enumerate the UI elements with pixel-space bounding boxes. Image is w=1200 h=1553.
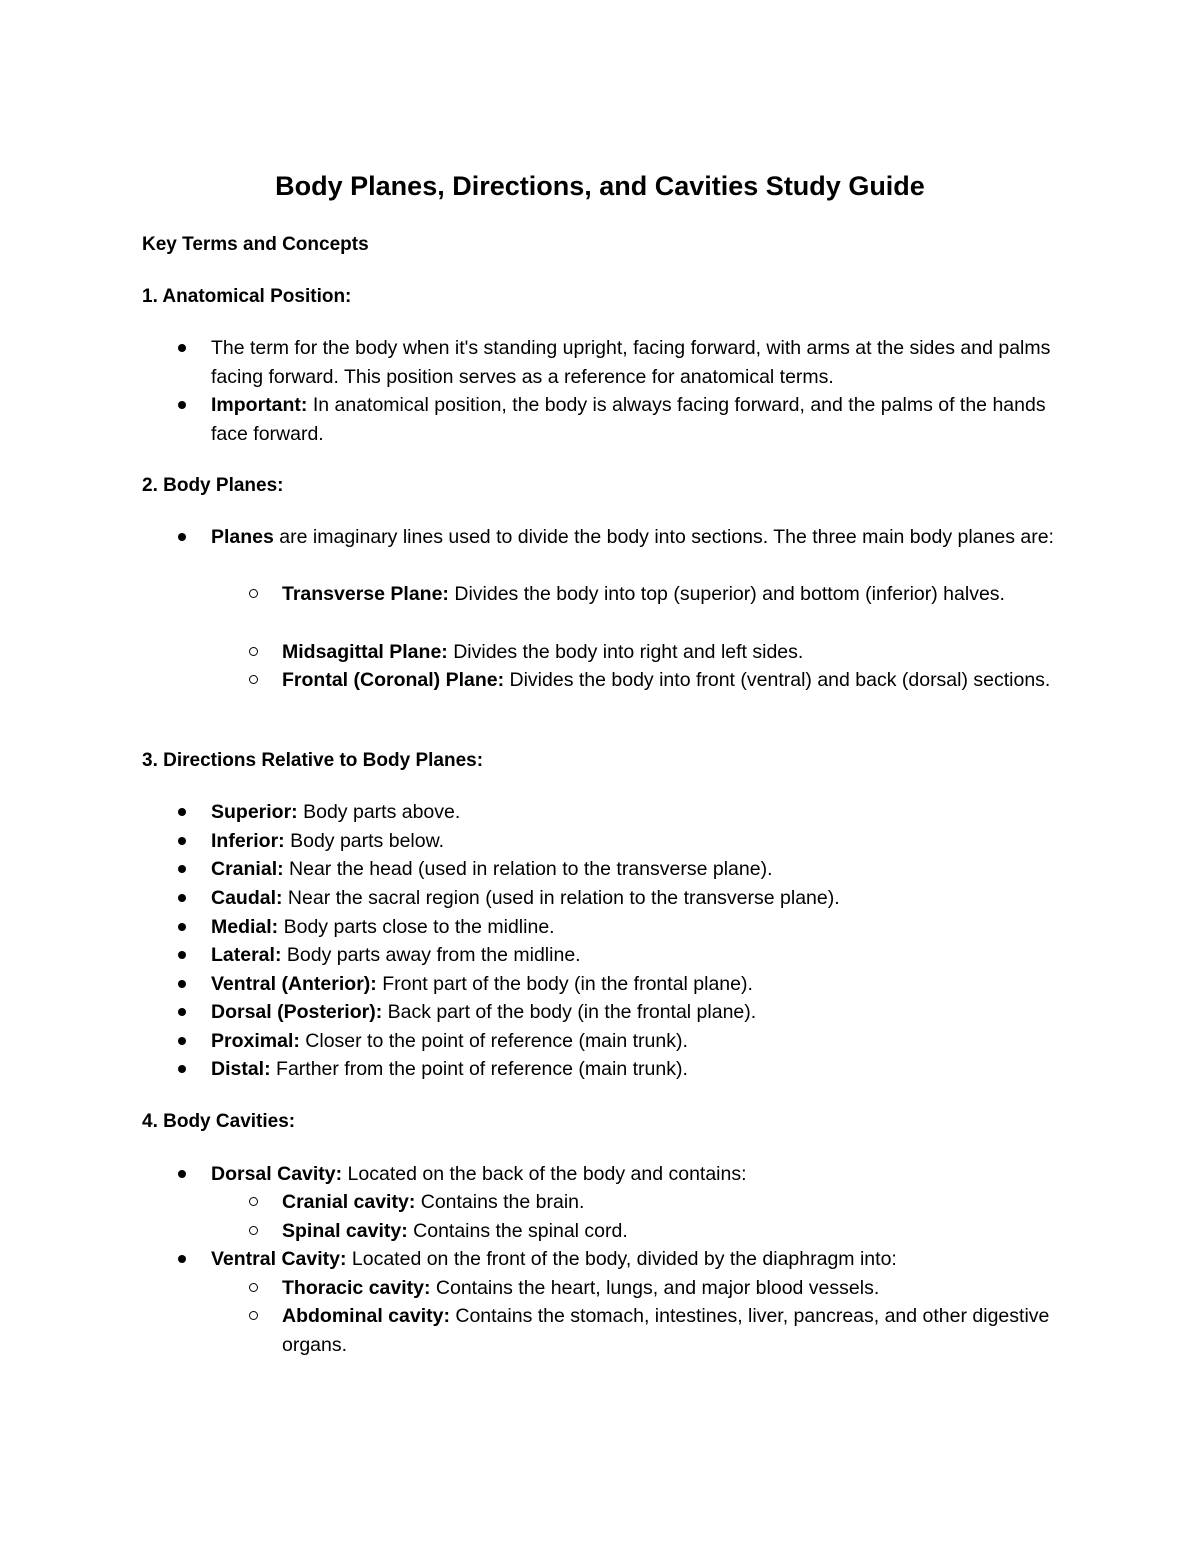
sub-list-item — [282, 1302, 1062, 1359]
item-term: Important: — [211, 394, 308, 416]
item-text: Body parts above. — [297, 801, 461, 823]
item-text: Contains the brain. — [415, 1191, 585, 1213]
list-item — [211, 1027, 1061, 1056]
item-text: Contains the stomach, intestines, liver, pancreas, and other digestive organs. — [282, 1305, 1050, 1356]
item-text: Near the head (used in relation to the transverse plane). — [283, 858, 773, 880]
list-item — [211, 1055, 1061, 1084]
sub-list-item — [282, 666, 1062, 695]
bullet-disc-icon — [178, 401, 186, 409]
sub-list-item — [282, 1188, 1062, 1217]
bullet-disc-icon — [178, 1255, 186, 1263]
section-heading-body-cavities: 4. Body Cavities: — [142, 1111, 296, 1132]
list-item — [211, 827, 1061, 856]
item-text: Contains the heart, lungs, and major blood vessels. — [430, 1277, 880, 1299]
item-text: Located on the back of the body and contains: — [342, 1163, 747, 1185]
sub-list-item — [282, 580, 1062, 609]
item-text: Divides the body into right and left sides. — [447, 641, 804, 663]
bullet-disc-icon — [178, 808, 186, 816]
bullet-circle-icon — [249, 1283, 258, 1292]
item-text: Divides the body into front (ventral) and back (dorsal) sections. — [504, 669, 1051, 691]
item-term: Dorsal Cavity: — [211, 1163, 343, 1185]
bullet-circle-icon — [249, 1311, 258, 1320]
item-text: Back part of the body (in the frontal plane). — [382, 1001, 757, 1023]
page-title: Body Planes, Directions, and Cavities Study Guide — [275, 171, 925, 201]
list-item — [211, 523, 1061, 552]
bullet-circle-icon — [249, 1226, 258, 1235]
bullet-circle-icon — [249, 1197, 258, 1206]
item-text: Farther from the point of reference (main trunk). — [270, 1058, 688, 1080]
list-item — [211, 798, 1061, 827]
item-text: The term for the body when it's standing upright, facing forward, with arms at the sides and palms facing forward. This position serves as a reference for anatomical terms. — [211, 337, 1051, 388]
list-item — [211, 1160, 1061, 1189]
list-item — [211, 855, 1061, 884]
item-text: Front part of the body (in the frontal plane). — [376, 973, 753, 995]
item-term: Dorsal (Posterior): — [211, 1001, 383, 1023]
item-term: Superior: — [211, 801, 298, 823]
item-text: Divides the body into top (superior) and bottom (inferior) halves. — [448, 583, 1005, 605]
item-term: Inferior: — [211, 830, 285, 852]
bullet-disc-icon — [178, 1008, 186, 1016]
bullet-disc-icon — [178, 1170, 186, 1178]
subtitle: Key Terms and Concepts — [142, 234, 369, 255]
bullet-disc-icon — [178, 533, 186, 541]
item-term: Ventral (Anterior): — [211, 973, 377, 995]
item-text: Body parts away from the midline. — [281, 944, 581, 966]
item-term: Ventral Cavity: — [211, 1248, 347, 1270]
item-text: Body parts close to the midline. — [278, 916, 555, 938]
item-text: Near the sacral region (used in relation to the transverse plane). — [282, 887, 840, 909]
item-term: Medial: — [211, 916, 279, 938]
bullet-disc-icon — [178, 1065, 186, 1073]
list-item — [211, 998, 1061, 1027]
bullet-disc-icon — [178, 837, 186, 845]
section-heading-anatomical-position: 1. Anatomical Position: — [142, 286, 352, 307]
sub-list-item — [282, 1217, 1062, 1246]
bullet-disc-icon — [178, 344, 186, 352]
item-term: Transverse Plane: — [282, 583, 449, 605]
item-term: Caudal: — [211, 887, 283, 909]
item-term: Planes — [211, 526, 274, 548]
section-heading-directions: 3. Directions Relative to Body Planes: — [142, 750, 484, 771]
sub-list-item — [282, 638, 1062, 667]
bullet-circle-icon — [249, 589, 258, 598]
bullet-disc-icon — [178, 894, 186, 902]
item-text: Body parts below. — [284, 830, 445, 852]
item-term: Frontal (Coronal) Plane: — [282, 669, 505, 691]
item-text: are imaginary lines used to divide the body into sections. The three main body planes are: — [273, 526, 1054, 548]
item-term: Midsagittal Plane: — [282, 641, 448, 663]
sub-list-item — [282, 1274, 1062, 1303]
bullet-disc-icon — [178, 1037, 186, 1045]
bullet-disc-icon — [178, 865, 186, 873]
list-item — [211, 970, 1061, 999]
bullet-circle-icon — [249, 647, 258, 656]
list-item — [211, 941, 1061, 970]
item-term: Thoracic cavity: — [282, 1277, 431, 1299]
item-term: Abdominal cavity: — [282, 1305, 450, 1327]
item-text: Located on the front of the body, divided by the diaphragm into: — [346, 1248, 897, 1270]
item-text: Contains the spinal cord. — [407, 1220, 628, 1242]
section-heading-body-planes: 2. Body Planes: — [142, 475, 284, 496]
item-text: Closer to the point of reference (main trunk). — [299, 1030, 688, 1052]
item-text: In anatomical position, the body is always facing forward, and the palms of the hands face forward. — [211, 394, 1046, 445]
item-term: Distal: — [211, 1058, 271, 1080]
item-term: Cranial cavity: — [282, 1191, 416, 1213]
list-item — [211, 334, 1061, 391]
list-item — [211, 391, 1061, 448]
bullet-disc-icon — [178, 951, 186, 959]
item-term: Spinal cavity: — [282, 1220, 408, 1242]
bullet-disc-icon — [178, 923, 186, 931]
item-term: Proximal: — [211, 1030, 300, 1052]
item-term: Lateral: — [211, 944, 282, 966]
bullet-disc-icon — [178, 980, 186, 988]
list-item — [211, 913, 1061, 942]
bullet-circle-icon — [249, 675, 258, 684]
list-item — [211, 884, 1061, 913]
item-term: Cranial: — [211, 858, 284, 880]
list-item — [211, 1245, 1061, 1274]
